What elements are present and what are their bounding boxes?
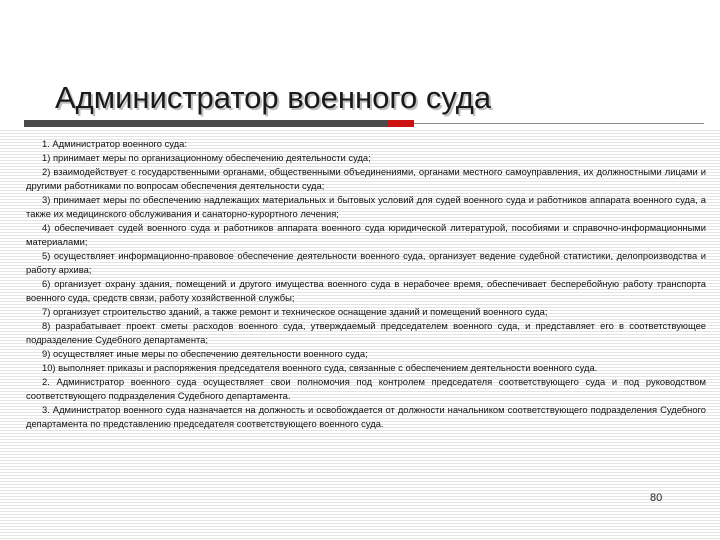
body-paragraph: 7) организует строительство зданий, а также ремонт и техническое оснащение зданий и помещений военного суда; <box>42 306 548 317</box>
body-paragraph: 6) организует охрану здания, помещений и другого имущества военного суда в нерабочее время, обеспечивает бесперебойную работу транспорта военного суда, средств связи, работу хозяйственной службы; <box>26 278 706 303</box>
title-underline-thin <box>414 123 704 124</box>
title-underline-red-accent <box>388 120 414 127</box>
body-paragraph: 10) выполняет приказы и распоряжения председателя военного суда, связанные с обеспечением деятельности военного суда. <box>42 362 598 373</box>
body-paragraph: 8) разрабатывает проект сметы расходов военного суда, утверждаемый председателем военного суда, и представляет его в соответствующее подразделение Судебного департамента; <box>26 320 706 345</box>
body-paragraph: 2) взаимодействует с государственными органами, общественными объединениями, органами местного самоуправления, их должностными лицами и другими работниками по вопросам обеспечения деятельности суда; <box>26 166 706 191</box>
body-paragraph: 1) принимает меры по организационному обеспечению деятельности суда; <box>42 152 371 163</box>
page-number: 80 <box>650 492 663 504</box>
body-paragraph: 3. Администратор военного суда назначается на должность и освобождается от должности начальником соответствующего подразделения Судебного департамента по представлению председателя соответствующего военного суда. <box>26 404 706 429</box>
body-paragraph: 9) осуществляет иные меры по обеспечению деятельности военного суда; <box>42 348 368 359</box>
body-paragraph: 1. Администратор военного суда: <box>42 138 187 149</box>
title-underline-dark <box>24 120 388 127</box>
slide-title: Администратор военного суда <box>55 80 492 115</box>
body-paragraph: 3) принимает меры по обеспечению надлежащих материальных и бытовых условий для судей военного суда и работников аппарата военного суда, а также их медицинского обслуживания и санаторно-курортного лечения; <box>26 194 706 219</box>
slide-body <box>26 137 706 431</box>
body-paragraph: 2. Администратор военного суда осуществляет свои полномочия под контролем председателя соответствующего суда и под руководством соответствующего подразделения Судебного департамента. <box>26 376 706 401</box>
body-paragraph: 5) осуществляет информационно-правовое обеспечение деятельности военного суда, организует ведение судебной статистики, делопроизводства и работу архива; <box>26 250 706 275</box>
body-paragraph: 4) обеспечивает судей военного суда и работников аппарата военного суда юридической литературой, пособиями и справочно-информационными материалами; <box>26 222 706 247</box>
